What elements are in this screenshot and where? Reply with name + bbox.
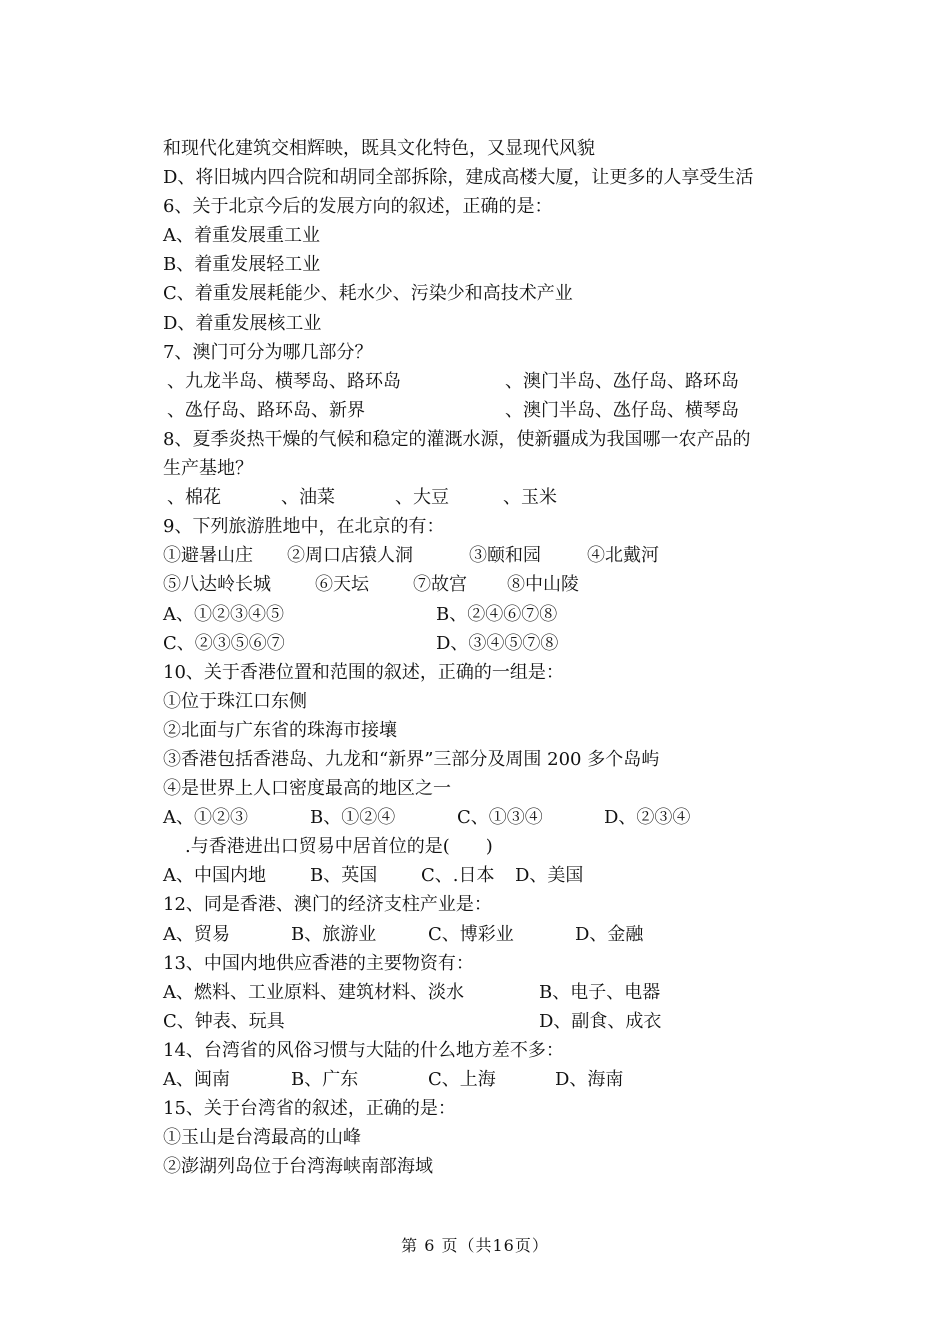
q8-option-1: 、棉花: [167, 487, 221, 509]
q9-item-5: ⑤八达岭长城: [163, 574, 271, 596]
q10-options-row: [163, 803, 803, 832]
q12-option-a: A、贸易: [163, 923, 230, 945]
q7-options-row-1: [163, 367, 803, 396]
document-body: [163, 134, 803, 1181]
q11-option-d: D、美国: [515, 865, 584, 887]
q11-option-c: C、.日本: [421, 865, 495, 887]
question-6: 6、关于北京今后的发展方向的叙述，正确的是：: [163, 196, 553, 218]
q10-option-a: A、①②③: [163, 807, 248, 829]
q10-option-c: C、①③④: [457, 807, 543, 829]
q13-option-c: C、钟表、玩具: [163, 1010, 285, 1032]
q15-statement-2: ②澎湖列岛位于台湾海峡南部海域: [163, 1156, 433, 1178]
q9-option-c: C、②③⑤⑥⑦: [163, 632, 285, 654]
q11-option-a: A、中国内地: [163, 865, 266, 887]
q9-item-6: ⑥天坛: [315, 574, 369, 596]
q9-item-4: ④北戴河: [587, 545, 659, 567]
q10-option-b: B、①②④: [310, 807, 396, 829]
q9-option-a: A、①②③④⑤: [163, 603, 284, 625]
q8-option-2: 、油菜: [281, 487, 335, 509]
q12-option-b: B、旅游业: [291, 923, 377, 945]
q13-options-row-2: [163, 1007, 803, 1036]
q14-option-c: C、上海: [428, 1069, 496, 1090]
q7-option-2: 、澳门半岛、氹仔岛、路环岛: [505, 370, 739, 392]
question-9: 9、下列旅游胜地中，在北京的有：: [163, 516, 445, 538]
q12-option-c: C、博彩业: [428, 923, 514, 945]
text-line: 和现代化建筑交相辉映，既具文化特色，又显现代风貌: [163, 138, 595, 159]
q8-options-row: [163, 483, 803, 512]
q14-options-row: [163, 1065, 803, 1094]
q13-options-row-1: [163, 978, 803, 1007]
q9-options-row-1: [163, 600, 803, 629]
q6-option-a: A、着重发展重工业: [163, 225, 320, 247]
q7-options-row-2: [163, 396, 803, 425]
q9-option-b: B、②④⑥⑦⑧: [436, 603, 558, 625]
q6-option-d: D、着重发展核工业: [163, 312, 322, 334]
q14-option-a: A、闽南: [163, 1069, 230, 1090]
q11-options-row: [163, 861, 803, 890]
q9-item-7: ⑦故宫: [413, 574, 467, 596]
question-14: 14、台湾省的风俗习惯与大陆的什么地方差不多：: [163, 1039, 564, 1061]
question-11-row: [163, 832, 803, 861]
q9-options-row-2: [163, 629, 803, 658]
question-15: 15、关于台湾省的叙述，正确的是：: [163, 1098, 456, 1120]
question-7: 7、澳门可分为哪几部分？: [163, 341, 373, 363]
q9-item-2: ②周口店猿人洞: [287, 545, 413, 567]
question-8-cont: 生产基地？: [163, 458, 253, 480]
q13-option-d: D、副食、成衣: [539, 1010, 662, 1032]
q15-statement-1: ①玉山是台湾最高的山峰: [163, 1127, 361, 1149]
q9-item-1: ①避暑山庄: [163, 545, 253, 567]
q10-statement-3: ③香港包括香港岛、九龙和“新界”三部分及周围 200 多个岛屿: [163, 748, 660, 770]
q9-item-8: ⑧中山陵: [507, 574, 579, 596]
q9-items-row-2: [163, 570, 803, 599]
q8-option-3: 、大豆: [395, 487, 449, 509]
question-12: 12、同是香港、澳门的经济支柱产业是：: [163, 894, 492, 916]
page-footer: 第 6 页（共16页）: [401, 1236, 549, 1255]
question-13: 13、中国内地供应香港的主要物资有：: [163, 952, 474, 974]
q9-items-row-1: [163, 541, 803, 570]
q12-option-d: D、金融: [575, 923, 644, 945]
q10-statement-2: ②北面与广东省的珠海市接壤: [163, 719, 397, 741]
q7-option-1: 、九龙半岛、横琴岛、路环岛: [167, 370, 401, 392]
q12-options-row: [163, 920, 803, 949]
q7-option-3: 、氹仔岛、路环岛、新界: [167, 399, 365, 421]
q13-option-a: A、燃料、工业原料、建筑材料、淡水: [163, 981, 464, 1003]
q14-option-b: B、广东: [291, 1069, 359, 1090]
q13-option-b: B、电子、电器: [539, 981, 661, 1003]
q11-option-b: B、英国: [310, 865, 378, 887]
q6-option-b: B、着重发展轻工业: [163, 254, 321, 276]
q10-statement-1: ①位于珠江口东侧: [163, 690, 307, 712]
question-11: .与香港进出口贸易中居首位的是( ): [185, 836, 493, 858]
q6-option-c: C、着重发展耗能少、耗水少、污染少和高技术产业: [163, 283, 573, 305]
q9-option-d: D、③④⑤⑦⑧: [436, 632, 559, 654]
q10-statement-4: ④是世界上人口密度最高的地区之一: [163, 778, 451, 800]
q7-option-4: 、澳门半岛、氹仔岛、横琴岛: [505, 399, 739, 421]
question-8: 8、夏季炎热干燥的气候和稳定的灌溉水源，使新疆成为我国哪一农产品的: [163, 428, 751, 450]
q8-option-4: 、玉米: [503, 487, 557, 509]
q10-option-d: D、②③④: [604, 807, 691, 829]
option-d: D、将旧城内四合院和胡同全部拆除，建成高楼大厦，让更多的人享受生活: [163, 167, 754, 189]
q9-item-3: ③颐和园: [469, 545, 541, 567]
question-10: 10、关于香港位置和范围的叙述，正确的一组是：: [163, 661, 564, 683]
q14-option-d: D、海南: [555, 1069, 624, 1090]
